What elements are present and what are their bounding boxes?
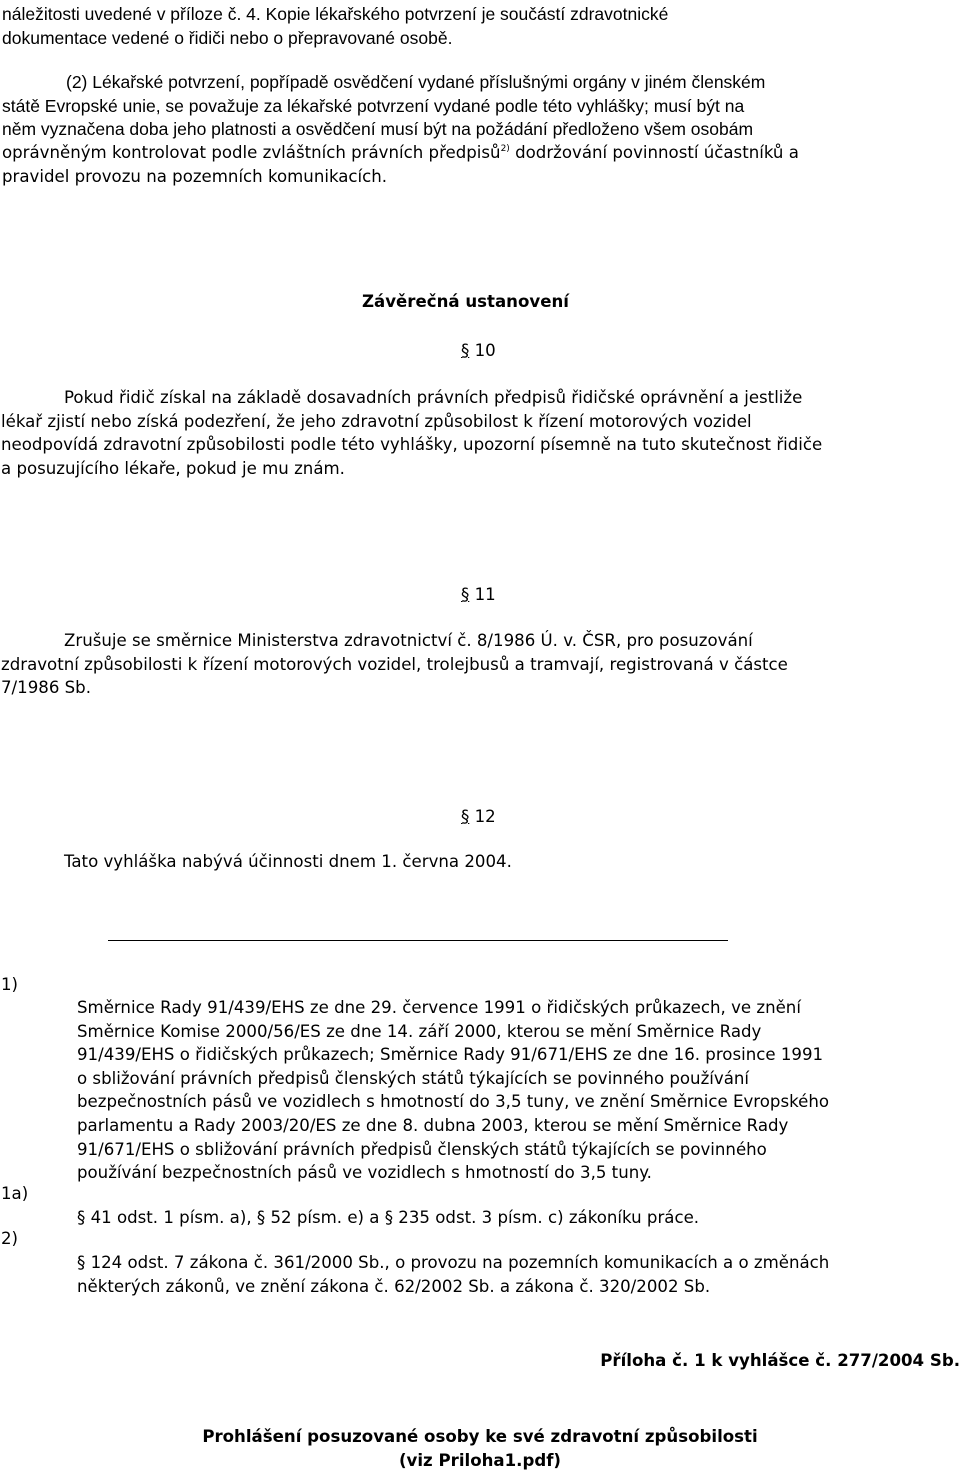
- declaration-link[interactable]: (viz Priloha1.pdf): [398, 1451, 562, 1470]
- paragraph-2: [2, 71, 765, 142]
- text-line: Směrnice Komise 2000/56/ES ze dne 14. září 2000, kterou se mění Směrnice Rady: [77, 1021, 762, 1041]
- text-line: parlamentu a Rady 2003/20/ES ze dne 8. dubna 2003, kterou se mění Směrnice Rady: [77, 1115, 789, 1135]
- text-line: zdravotní způsobilosti k řízení motorových vozidel, trolejbusů a tramvají, registrovaná v částce: [1, 654, 788, 674]
- text-line: některých zákonů, ve znění zákona č. 62/2002 Sb. a zákona č. 320/2002 Sb.: [77, 1276, 711, 1296]
- annex-title: Příloha č. 1 k vyhlášce č. 277/2004 Sb.: [600, 1351, 960, 1370]
- text-line: a posuzujícího lékaře, pokud je mu znám.: [1, 458, 345, 478]
- section-number: 12: [474, 807, 496, 826]
- text-line: Zrušuje se směrnice Ministerstva zdravotnictví č. 8/1986 Ú. v. ČSR, pro posuzování: [64, 631, 753, 650]
- declaration-title: Prohlášení posuzované osoby ke své zdravotní způsobilosti: [202, 1427, 758, 1446]
- text-line: státě Evropské unie, se považuje za lékařské potvrzení vydané podle této vyhlášky; musí být na: [2, 95, 745, 116]
- text-line: o sbližování právních předpisů členských států týkajících se povinného používání: [77, 1068, 750, 1088]
- text-line: něm vyznačena doba jeho platnosti a osvědčení musí být na požádání předloženo všem osobám: [2, 119, 754, 139]
- footnote-mark: 2): [1, 1229, 19, 1248]
- footnote-mark: 1a): [1, 1184, 29, 1203]
- section-12-text: [1, 850, 512, 874]
- section-heading: Závěrečná ustanovení: [362, 292, 569, 311]
- section-10-text: [1, 386, 822, 480]
- text-line: 91/671/EHS o sbližování právních předpisů členských států týkajících se povinného: [77, 1139, 767, 1159]
- text-line: neodpovídá zdravotní způsobilosti podle této vyhlášky, upozorní písemně na tuto skutečnost řidiče: [1, 435, 823, 455]
- footnote-1a-text: [77, 1206, 699, 1230]
- text-line: (2) Lékařské potvrzení, popřípadě osvědčení vydané příslušnými orgány v jiném členském: [66, 72, 766, 92]
- section-11-number: [461, 583, 496, 607]
- text-line: Tato vyhláška nabývá účinnosti dnem 1. června 2004.: [64, 852, 512, 871]
- text-segment: dodržování povinností účastníků a: [509, 143, 799, 162]
- intro-paragraph: [2, 3, 668, 50]
- footnote-mark: 1): [1, 975, 19, 994]
- text-line: Směrnice Rady 91/439/EHS ze dne 29. července 1991 o řidičských průkazech, ve znění: [77, 998, 801, 1017]
- text-line: náležitosti uvedené v příloze č. 4. Kopie lékařského potvrzení je součástí zdravotnické: [2, 4, 669, 24]
- section-symbol: §: [461, 807, 470, 826]
- paragraph-2-continued: [2, 141, 799, 188]
- text-line: [2, 141, 799, 165]
- text-segment: oprávněným kontrolovat podle zvláštních právních předpisů: [2, 143, 501, 162]
- text-line: 91/439/EHS o řidičských průkazech; Směrnice Rady 91/671/EHS ze dne 16. prosince 1991: [77, 1045, 824, 1065]
- section-10-number: [461, 339, 496, 363]
- footnote-separator: [108, 940, 728, 941]
- footnote-1-text: [77, 996, 829, 1185]
- section-symbol: §: [461, 341, 470, 360]
- footnote-2-text: [77, 1251, 829, 1298]
- text-line: bezpečnostních pásů ve vozidlech s hmotností do 3,5 tuny, ve znění Směrnice Evropského: [77, 1092, 829, 1112]
- text-line: používání bezpečnostních pásů ve vozidlech s hmotností do 3,5 tuny.: [77, 1163, 652, 1183]
- text-line: 7/1986 Sb.: [1, 678, 91, 698]
- text-line: § 41 odst. 1 písm. a), § 52 písm. e) a § 235 odst. 3 písm. c) zákoníku práce.: [77, 1208, 700, 1227]
- text-line: lékař zjistí nebo získá podezření, že jeho zdravotní způsobilost k řízení motorových vozidel: [1, 411, 752, 431]
- section-number: 10: [474, 341, 496, 360]
- section-12-number: [461, 805, 496, 829]
- text-line: pravidel provozu na pozemních komunikacích.: [2, 166, 388, 186]
- text-line: § 124 odst. 7 zákona č. 361/2000 Sb., o provozu na pozemních komunikacích a o změnách: [77, 1253, 830, 1272]
- section-11-text: [1, 629, 788, 700]
- text-line: Pokud řidič získal na základě dosavadních právních předpisů řidičské oprávnění a jestliže: [64, 388, 803, 407]
- footnote-ref: 2): [500, 144, 510, 154]
- text-line: dokumentace vedené o řidiči nebo o přepravované osobě.: [2, 27, 453, 48]
- section-number: 11: [474, 585, 496, 604]
- section-symbol: §: [461, 585, 470, 604]
